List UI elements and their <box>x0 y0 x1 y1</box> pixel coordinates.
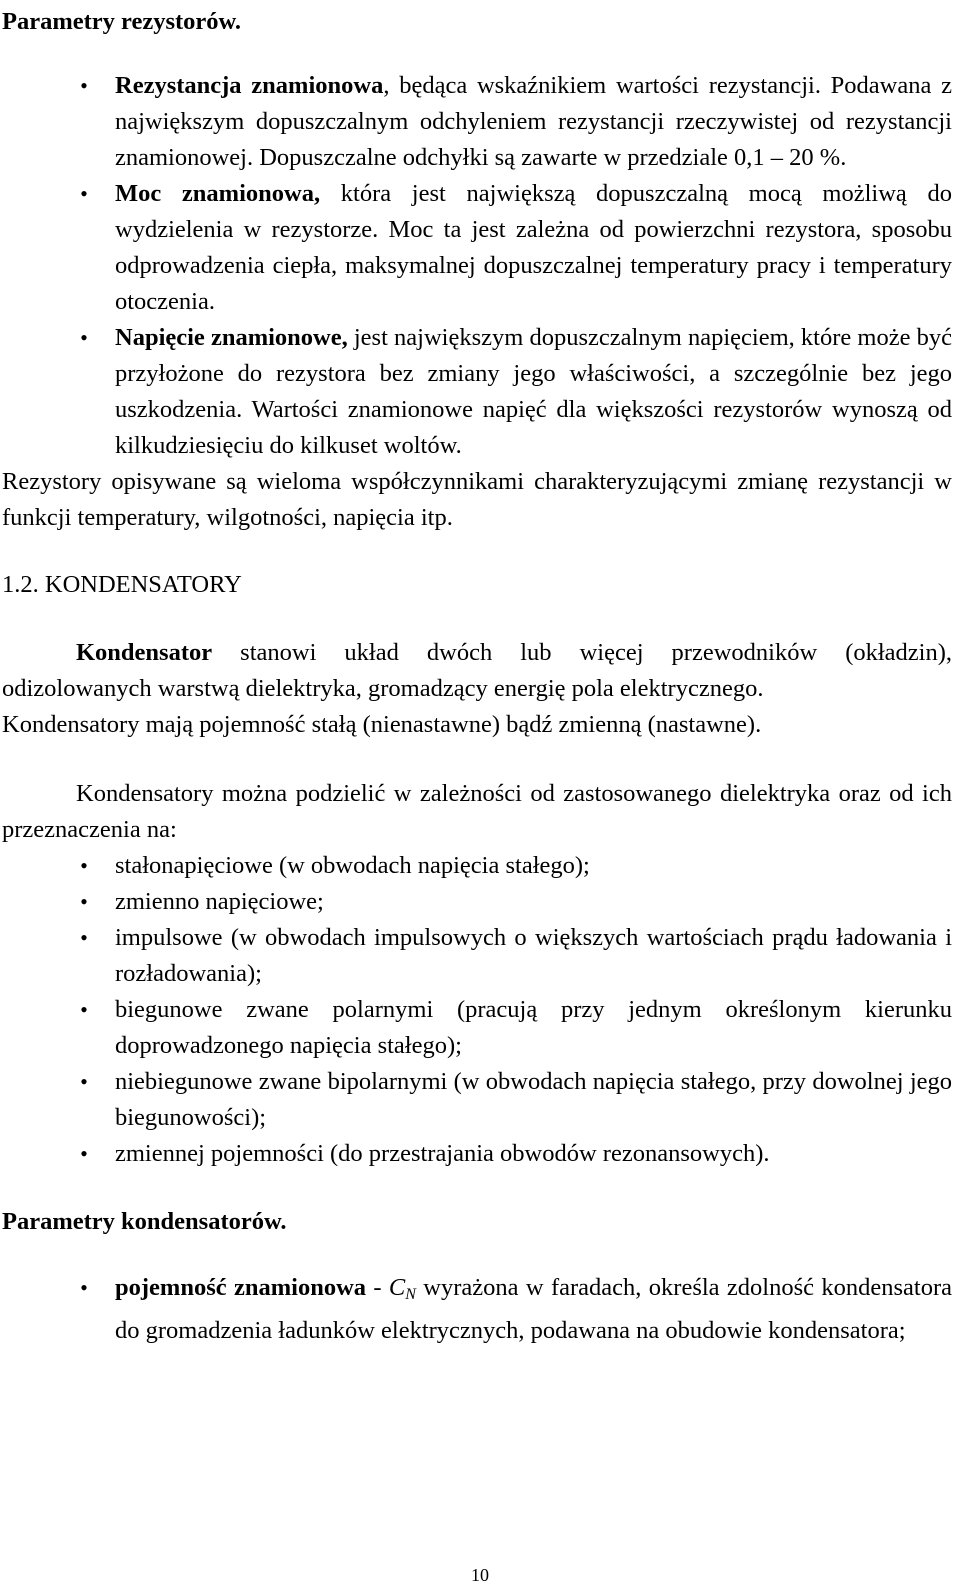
bullet-icon: • <box>80 325 88 350</box>
bullet-icon: • <box>80 925 88 950</box>
list-item <box>2 992 952 1064</box>
resistor-params-list <box>2 68 952 464</box>
section-heading: 1.2. KONDENSATORY <box>2 571 242 598</box>
bullet-icon: • <box>80 73 88 98</box>
symbol-c: C <box>388 1274 406 1301</box>
list-item <box>2 1064 952 1136</box>
param-text: wyrażona w faradach, określa zdolność kondensatora do gromadzenia ładunków elektrycznych, podawana na obudowie kondensatora; <box>115 1274 952 1344</box>
capacitor-types-line: Kondensatory mają pojemność stałą (nienastawne) bądź zmienną (nastawne). <box>2 711 762 738</box>
capacitor-division: Kondensatory można podzielić w zależności od zastosowanego dielektryka oraz od ich przeznaczenia na: <box>2 780 952 843</box>
term-rezystancja: Rezystancja znamionowa <box>115 72 384 99</box>
resistor-summary: Rezystory opisywane są wieloma współczynnikami charakteryzującymi zmianę rezystancji w funkcji temperatury, wilgotności, napięcia itp. <box>2 468 952 531</box>
list-item <box>2 848 952 884</box>
capacitor-params-list <box>2 1270 952 1349</box>
capacitor-def-text: stanowi układ dwóch lub więcej przewodników (okładzin), odizolowanych warstwą dielektryka, gromadzący energię pola elektrycznego. <box>2 639 952 702</box>
category-text: impulsowe (w obwodach impulsowych o większych wartościach prądu ładowania i rozładowania); <box>115 924 952 987</box>
symbol-subscript: N <box>405 1286 416 1303</box>
capacitor-categories-list <box>2 848 952 1172</box>
list-item <box>2 176 952 320</box>
item-text: która jest największą dopuszczalną mocą możliwą do wydzielenia w rezystorze. Moc ta jest zależna od powierzchni rezystora, sposobu odprowadzenia ciepła, maksymalnej dopuszczalnej temperatury pracy i temperatury otoczenia. <box>115 180 952 315</box>
bullet-icon: • <box>80 1069 88 1094</box>
bullet-icon: • <box>80 181 88 206</box>
category-text: stałonapięciowe (w obwodach napięcia stałego); <box>115 852 590 879</box>
item-text: , będąca wskaźnikiem wartości rezystancji. Podawana z największym dopuszczalnym odchyleniem rezystancji rzeczywistej od rezystancji znamionowej. Dopuszczalne odchyłki są zawarte w przedziale 0,1 – 20 %. <box>115 72 952 171</box>
heading-capacitor-params: Parametry kondensatorów. <box>2 1208 287 1235</box>
bullet-icon: • <box>80 889 88 914</box>
term-napiecie: Napięcie znamionowe, <box>115 324 348 351</box>
heading-resistor-params: Parametry rezystorów. <box>2 8 241 35</box>
category-text: biegunowe zwane polarnymi (pracują przy jednym określonym kierunku doprowadzonego napięcia stałego); <box>115 996 952 1059</box>
category-text: zmiennej pojemności (do przestrajania obwodów rezonansowych). <box>115 1140 770 1167</box>
list-item <box>2 1136 952 1172</box>
term-moc: Moc znamionowa, <box>115 180 321 207</box>
bullet-icon: • <box>80 997 88 1022</box>
list-item <box>2 884 952 920</box>
category-text: zmienno napięciowe; <box>115 888 324 915</box>
list-item <box>2 320 952 464</box>
bullet-icon: • <box>80 1141 88 1166</box>
list-item <box>2 68 952 176</box>
param-dash: - <box>366 1274 389 1301</box>
capacitor-definition <box>2 635 952 707</box>
document-page <box>2 4 952 1349</box>
term-pojemnosc: pojemność znamionowa <box>115 1274 367 1301</box>
capacitor-term: Kondensator <box>76 639 213 666</box>
category-text: niebiegunowe zwane bipolarnymi (w obwodach napięcia stałego, przy dowolnej jego biegunowości); <box>115 1068 952 1131</box>
page-number: 10 <box>471 1565 489 1585</box>
list-item <box>2 920 952 992</box>
bullet-icon: • <box>80 1275 88 1300</box>
item-text: jest największym dopuszczalnym napięciem, które może być przyłożone do rezystora bez zmiany jego właściwości, a szczególnie bez jego uszkodzenia. Wartości znamionowe napięć dla większości rezystorów wynoszą od kilkudziesięciu do kilkuset woltów. <box>115 324 952 459</box>
list-item <box>2 1270 952 1349</box>
bullet-icon: • <box>80 853 88 878</box>
